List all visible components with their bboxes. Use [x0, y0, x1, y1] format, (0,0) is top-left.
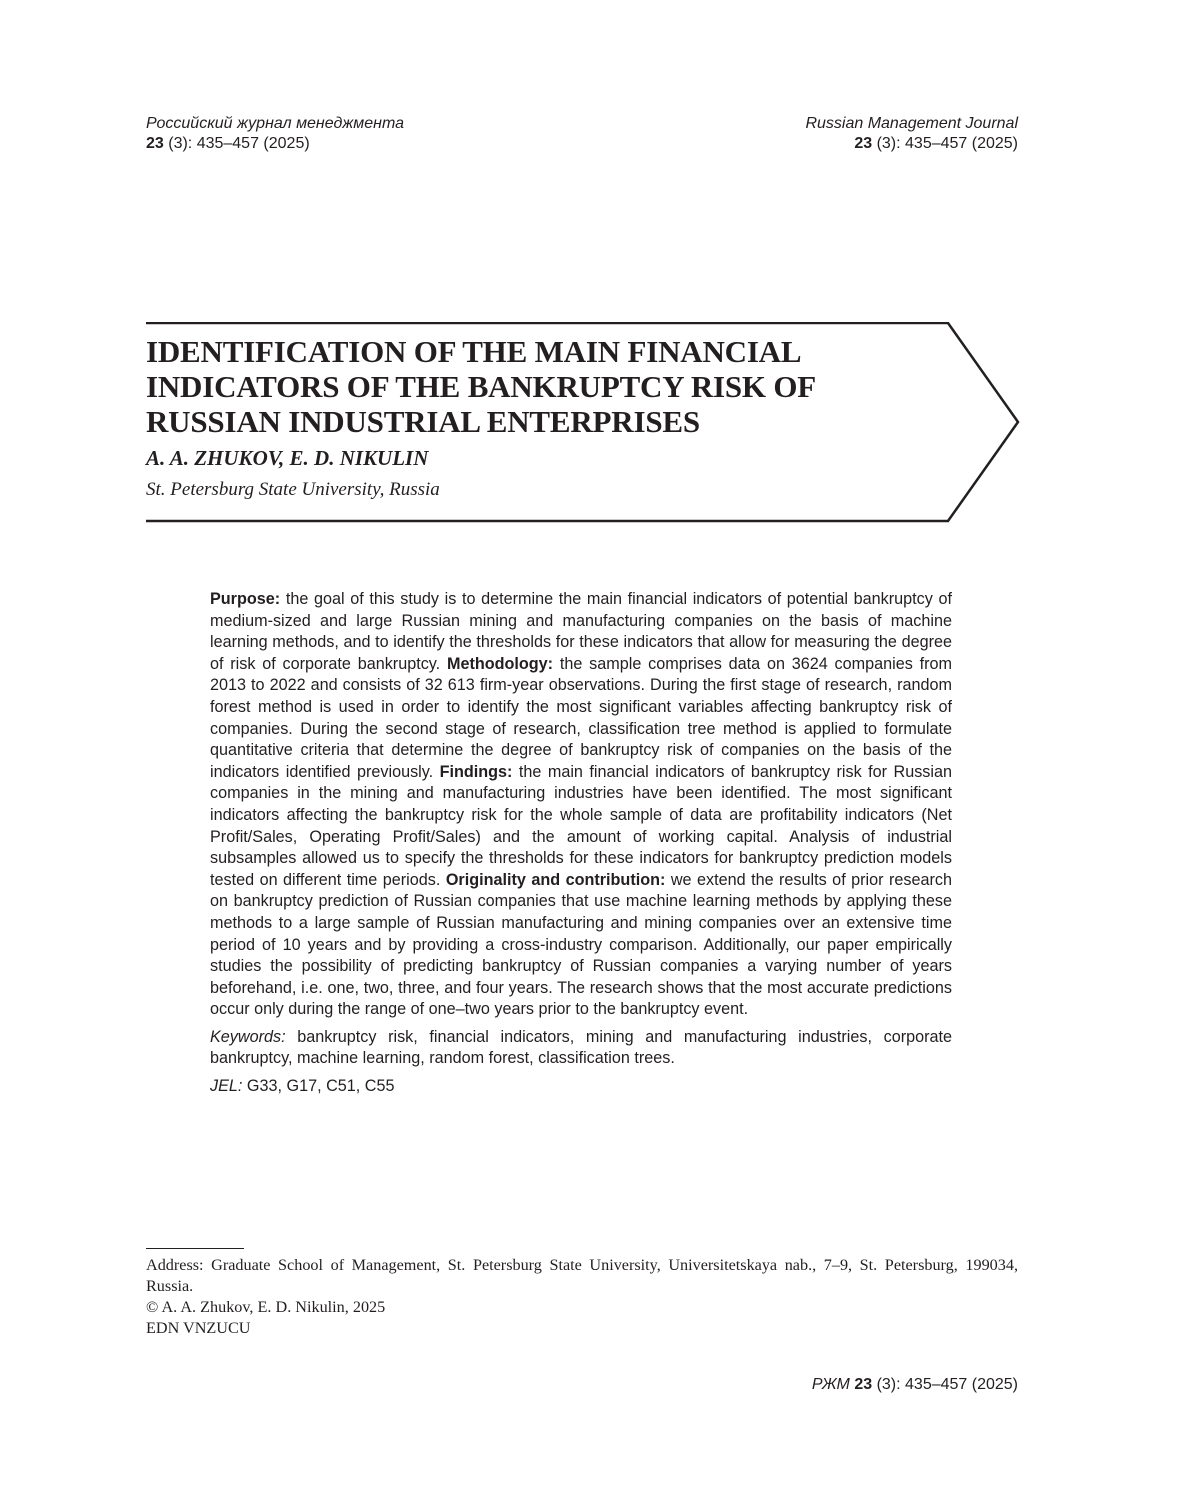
volume-number: 23	[146, 135, 164, 152]
journal-name-ru: Российский журнал менеджмента	[146, 115, 405, 132]
author-affiliation: St. Petersburg State University, Russia	[146, 479, 440, 500]
jel-text: G33, G17, C51, C55	[242, 1077, 395, 1096]
keywords	[210, 1027, 952, 1070]
footnote-copyright: © A. A. Zhukov, E. D. Nikulin, 2025	[146, 1298, 386, 1316]
footer-volume: 23	[854, 1376, 873, 1393]
footnote-address: Address: Graduate School of Management, St. Petersburg State University, Universitetskaya nab., 7–9, St. Petersburg, 199034, Russia.	[146, 1256, 1018, 1295]
issue-pages: (3): 435–457 (2025)	[163, 135, 310, 152]
abstract-body	[210, 589, 952, 1021]
findings-text: the main financial indicators of bankruptcy risk for Russian companies in the mining and manufacturing industries have been identified. The most significant indicators affecting the bankruptcy risk for the whole sample of data are profitability indicators (Net Profit/Sales, Operating Profit/Sales) and the amount of working capital. Analysis of industrial subsamples allowed us to specify the thresholds for these indicators for bankruptcy prediction models tested on different time periods.	[210, 762, 952, 889]
keywords-label: Keywords:	[210, 1027, 286, 1046]
footnote	[146, 1255, 1018, 1339]
footnote-divider	[146, 1248, 244, 1249]
jel-codes	[210, 1076, 952, 1098]
methodology-label: Methodology:	[446, 654, 554, 673]
running-header-left	[146, 114, 404, 154]
keywords-text: bankruptcy risk, financial indicators, mining and manufacturing industries, corporate bankruptcy, machine learning, random forest, classification trees.	[210, 1027, 952, 1068]
article-title: IDENTIFICATION OF THE MAIN FINANCIAL INDICATORS OF THE BANKRUPTCY RISK OF RUSSIAN INDUSTRIAL ENTERPRISES	[146, 334, 815, 439]
citation-en	[805, 134, 1018, 154]
issue-pages: (3): 435–457 (2025)	[872, 135, 1018, 152]
originality-text: we extend the results of prior research on bankruptcy prediction of Russian companies that use machine learning methods by applying these methods to a large sample of Russian manufacturing and mining companies over an extensive time period of 10 years and by providing a cross-industry comparison. Additionally, our paper empirically studies the possibility of predicting bankruptcy of Russian companies a varying number of years beforehand, i.e. one, two, three, and four years. The research shows that the most accurate predictions occur only during the range of one–two years prior to the bankruptcy event.	[210, 870, 952, 1019]
jel-label: JEL:	[210, 1077, 243, 1096]
journal-abbrev: РЖМ	[811, 1376, 850, 1393]
methodology-text: the sample comprises data on 3624 companies from 2013 to 2022 and consists of 32 613 firm-year observations. During the first stage of research, random forest method is used in order to identify the most significant variables affecting bankruptcy risk of companies. During the second stage of research, classification tree method is applied to formulate quantitative criteria that determine the degree of bankruptcy risk of companies on the basis of the indicators identified previously.	[210, 654, 952, 781]
abstract	[210, 589, 952, 1104]
title-block	[146, 322, 1026, 524]
footnote-edn: EDN VNZUCU	[146, 1319, 251, 1337]
originality-label: Originality and contribution:	[445, 870, 666, 889]
page-footer	[812, 1376, 1018, 1394]
citation-ru	[146, 134, 404, 154]
footer-issue: (3): 435–457 (2025)	[872, 1376, 1018, 1393]
volume-number: 23	[854, 135, 873, 152]
purpose-text: the goal of this study is to determine the main financial indicators of potential bankruptcy of medium-sized and large Russian mining and manufacturing companies on the basis of machine learning methods, and to identify the thresholds for these indicators that allow for measuring the degree of risk of corporate bankruptcy.	[210, 590, 952, 673]
findings-label: Findings:	[439, 762, 513, 781]
journal-name-en: Russian Management Journal	[805, 115, 1018, 132]
running-header-right	[805, 114, 1018, 154]
author-names: A. A. ZHUKOV, E. D. NIKULIN	[146, 446, 429, 470]
purpose-label: Purpose:	[210, 590, 281, 608]
